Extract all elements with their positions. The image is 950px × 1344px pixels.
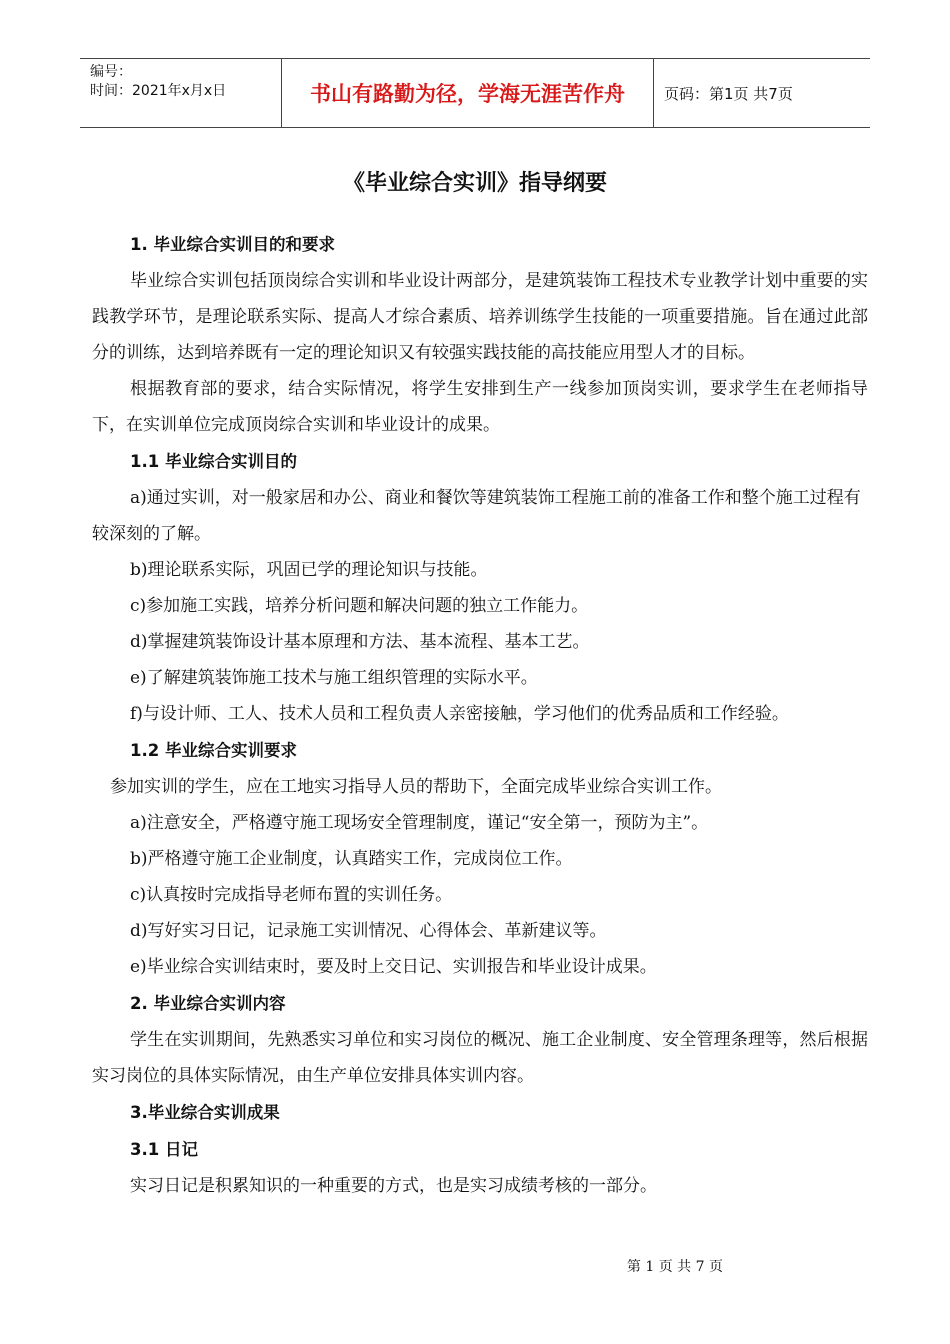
- section-2-paragraph: 学生在实训期间，先熟悉实习单位和实习岗位的概况、施工企业制度、安全管理条理等，然后根据实习岗位的具体实际情况，由生产单位安排具体实训内容。: [92, 1030, 868, 1086]
- page-header: [80, 58, 870, 128]
- list-item: f)与设计师、工人、技术人员和工程负责人亲密接触，学习他们的优秀品质和工作经验。: [130, 704, 789, 724]
- section-3-heading: 3.毕业综合实训成果: [130, 1103, 280, 1122]
- document-body: [92, 226, 868, 1204]
- document-number-label: 编号：: [90, 64, 132, 80]
- list-item: e)毕业综合实训结束时，要及时上交日记、实训报告和毕业设计成果。: [130, 957, 657, 977]
- header-meta-cell: [80, 59, 282, 127]
- list-item: d)写好实习日记，记录施工实训情况、心得体会、革新建议等。: [130, 921, 607, 941]
- list-item: a)通过实训，对一般家居和办公、商业和餐饮等建筑装饰工程施工前的准备工作和整个施工过程有较深刻的了解。: [92, 488, 861, 544]
- section-1-2-intro: 参加实训的学生，应在工地实习指导人员的帮助下，全面完成毕业综合实训工作。: [110, 777, 722, 797]
- document-title: 《毕业综合实训》指导纲要: [342, 171, 607, 196]
- section-1-1-heading: 1.1 毕业综合实训目的: [130, 452, 297, 471]
- document-time-label: 时间：2021年x月x日: [90, 83, 227, 99]
- section-1-2-heading: 1.2 毕业综合实训要求: [130, 741, 297, 760]
- section-3-1-heading: 3.1 日记: [130, 1140, 198, 1159]
- section-3-1-paragraph: 实习日记是积累知识的一种重要的方式，也是实习成绩考核的一部分。: [130, 1176, 657, 1196]
- section-1-heading: 1. 毕业综合实训目的和要求: [130, 235, 335, 254]
- header-page-label: 页码：第1页 共7页: [664, 84, 793, 103]
- page-footer: 第 1 页 共 7 页: [626, 1259, 723, 1275]
- list-item: b)严格遵守施工企业制度，认真踏实工作，完成岗位工作。: [130, 849, 573, 869]
- list-item: c)参加施工实践，培养分析问题和解决问题的独立工作能力。: [130, 596, 589, 616]
- list-item: d)掌握建筑装饰设计基本原理和方法、基本流程、基本工艺。: [130, 632, 590, 652]
- section-2-heading: 2. 毕业综合实训内容: [130, 994, 286, 1013]
- header-motto: 书山有路勤为径，学海无涯苦作舟: [282, 59, 654, 127]
- list-item: c)认真按时完成指导老师布置的实训任务。: [130, 885, 453, 905]
- section-1-paragraph-2: 根据教育部的要求，结合实际情况，将学生安排到生产一线参加顶岗实训，要求学生在老师指导下，在实训单位完成顶岗综合实训和毕业设计的成果。: [92, 379, 868, 435]
- list-item: a)注意安全，严格遵守施工现场安全管理制度，谨记“安全第一，预防为主”。: [130, 813, 709, 833]
- section-1-paragraph-1: 毕业综合实训包括顶岗综合实训和毕业设计两部分，是建筑装饰工程技术专业教学计划中重要的实践教学环节，是理论联系实际、提高人才综合素质、培养训练学生技能的一项重要措施。旨在通过此部分的训练，达到培养既有一定的理论知识又有较强实践技能的高技能应用型人才的目标。: [92, 271, 868, 363]
- list-item: b)理论联系实际，巩固已学的理论知识与技能。: [130, 560, 488, 580]
- list-item: e)了解建筑装饰施工技术与施工组织管理的实际水平。: [130, 668, 538, 688]
